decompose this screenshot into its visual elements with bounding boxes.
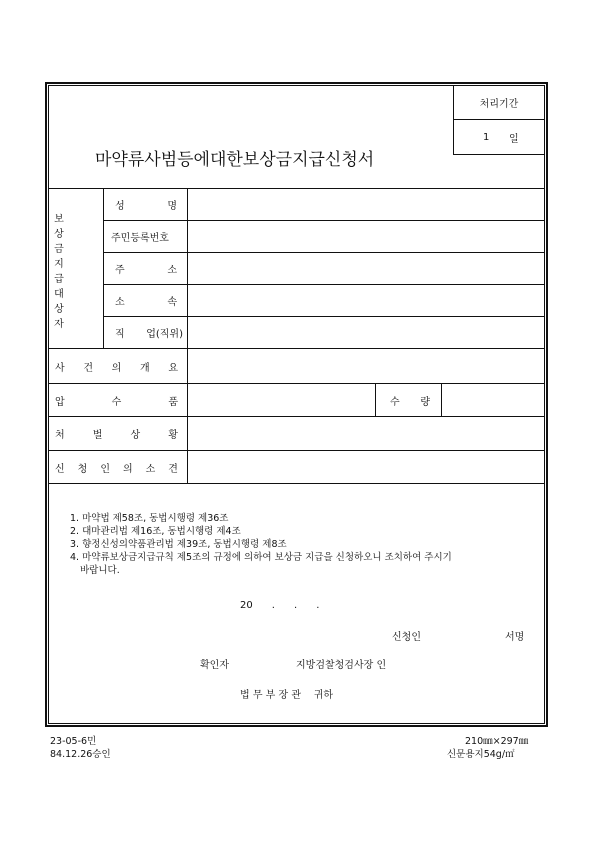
label-char: 소	[145, 463, 156, 475]
group-label-char: 급	[54, 274, 64, 285]
label-char: 상	[130, 430, 141, 441]
group-label-char: 상	[54, 304, 64, 315]
group-label-char: 상	[54, 229, 64, 240]
name-label	[115, 189, 177, 220]
legal-basis-notes	[70, 512, 540, 577]
occupation-label	[115, 317, 183, 348]
paper-type: 신문용지54g/㎡	[447, 749, 515, 760]
address-field[interactable]	[188, 253, 544, 284]
label-char: 의	[111, 362, 122, 374]
applicant-opinion-field[interactable]	[188, 451, 544, 483]
applicant-group-label	[52, 212, 66, 332]
label-char: 수	[390, 396, 400, 408]
note-item: 1. 마약법 제58조, 동법시행령 제36조	[70, 513, 229, 524]
period-box-bottom-border	[453, 154, 545, 155]
group-label-char: 금	[54, 244, 64, 255]
note-item: 3. 향정신성의약품관리법 제39조, 동법시행령 제8조	[70, 539, 287, 550]
sign-label: 서명	[505, 632, 525, 643]
paper-size: 210㎜×297㎜	[465, 736, 529, 747]
label-char: 의	[122, 463, 133, 475]
affiliation-label-left: 소	[115, 297, 125, 308]
note-item: 바랍니다.	[80, 565, 120, 576]
applicant-sign-label: 신청인	[392, 632, 421, 643]
affiliation-label	[115, 285, 177, 316]
form-code: 23-05-6민	[50, 736, 97, 747]
group-label-char: 대	[54, 289, 64, 300]
name-label-left: 성	[115, 201, 125, 212]
group-label-char: 지	[54, 259, 64, 270]
processing-period-unit: 일	[509, 133, 519, 145]
occupation-label-left: 직	[115, 329, 125, 340]
group-label-char: 자	[54, 319, 64, 330]
affiliation-field[interactable]	[188, 285, 544, 316]
processing-period-cell	[453, 120, 545, 154]
addressee: 법 무 부 장 관 귀하	[240, 690, 334, 701]
quantity-field[interactable]	[442, 384, 544, 416]
occupation-field[interactable]	[188, 317, 544, 348]
note-item: 4. 마약류보상금지급규칙 제5조의 규정에 의하여 보상금 지급을 신청하오니 조치하여 주시기	[70, 552, 452, 563]
processing-period-value: 1	[483, 131, 490, 143]
label-char: 요	[168, 362, 178, 374]
address-label-left: 주	[115, 265, 125, 276]
label-char: 청	[77, 463, 88, 475]
group-label-char: 보	[54, 214, 64, 225]
resident-number-field[interactable]	[188, 221, 544, 252]
label-char: 수	[111, 396, 122, 408]
processing-period-label: 처리기간	[479, 98, 519, 110]
affiliation-label-right: 속	[167, 297, 177, 308]
form-title: 마약류사범등에대한보상금지급신청서	[95, 150, 375, 170]
label-char: 벌	[92, 430, 103, 441]
case-summary-field[interactable]	[188, 349, 544, 383]
resident-number-label: 주민등록번호	[111, 233, 169, 244]
label-char: 압	[55, 396, 65, 408]
disposition-field[interactable]	[188, 417, 544, 450]
label-char: 신	[55, 463, 65, 475]
grid-vline-group	[103, 188, 104, 348]
label-char: 품	[168, 396, 178, 408]
confirmer-office: 지방검찰청검사장 인	[296, 660, 387, 671]
label-char: 사	[55, 362, 65, 374]
label-char: 량	[420, 396, 430, 408]
address-label	[115, 253, 177, 284]
grid-line-bottom	[48, 483, 545, 484]
label-char: 황	[168, 430, 178, 441]
occupation-label-right: 업(직위)	[146, 329, 183, 340]
name-label-right: 명	[167, 201, 177, 212]
case-summary-label	[55, 349, 178, 383]
label-char: 건	[83, 362, 93, 374]
label-char: 처	[55, 430, 65, 441]
seized-item-field[interactable]	[188, 384, 374, 416]
seized-item-label	[55, 384, 178, 416]
name-field[interactable]	[188, 189, 544, 220]
label-char: 인	[100, 463, 110, 475]
approval-date: 84.12.26승인	[50, 749, 111, 760]
note-item: 2. 대마관리법 제16조, 동법시행령 제4조	[70, 526, 241, 537]
disposition-label	[55, 417, 178, 450]
label-char: 개	[139, 362, 150, 374]
confirmer-label: 확인자	[200, 660, 229, 671]
grid-vline-qty-left	[375, 383, 376, 416]
address-label-right: 소	[167, 265, 177, 276]
date-line: 20 . . .	[240, 600, 320, 611]
quantity-label	[390, 384, 430, 416]
applicant-opinion-label	[55, 451, 178, 483]
label-char: 견	[168, 463, 178, 475]
